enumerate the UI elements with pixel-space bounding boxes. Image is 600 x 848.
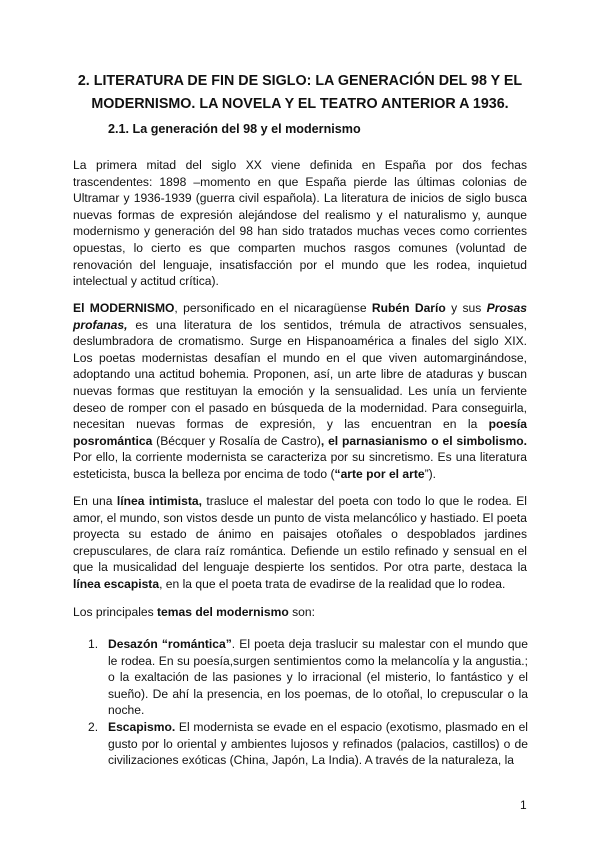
text-segment: y sus xyxy=(445,301,487,315)
term-parnasianismo: , el parnasianismo o el simbolismo. xyxy=(320,433,527,448)
paragraph-modernismo xyxy=(73,300,527,483)
text-segment: En una xyxy=(73,494,117,508)
text-segment: (Bécquer y Rosalía de Castro) xyxy=(152,433,321,448)
term-temas: temas del modernismo xyxy=(157,605,289,619)
list-item-heading: Desazón “romántica” xyxy=(108,637,232,651)
list-item xyxy=(88,719,528,769)
text-segment: , personificado en el nicaragüense xyxy=(174,301,372,315)
title-line-1: 2. LITERATURA DE FIN DE SIGLO: LA GENERACIÓN DEL 98 Y EL xyxy=(77,73,523,89)
list-item xyxy=(88,636,528,719)
text-segment: son: xyxy=(288,605,315,619)
section-subheading: 2.1. La generación del 98 y el modernismo xyxy=(108,122,361,136)
text-segment: Los principales xyxy=(73,605,158,619)
term-poesia-posromantica: poesía posromántica xyxy=(73,417,527,448)
list-number: 1. xyxy=(88,637,99,651)
term-modernismo: El MODERNISMO xyxy=(73,301,175,315)
list-item-heading: Escapismo. xyxy=(108,719,176,734)
paragraph-temas xyxy=(73,604,527,621)
work-title: Prosas profanas, xyxy=(73,301,527,332)
list-item-text: El modernista se evade en el espacio (exotismo, plasmado en el gusto por lo oriental y ambientes lujosos y refinados (palacios, castillos) o de civilizaciones exóticas (China, Japón, La India). A través de la naturaleza, la xyxy=(108,719,528,768)
page-title xyxy=(60,70,540,116)
author-ruben-dario: Rubén Darío xyxy=(371,301,446,315)
text-segment: Por ello, la corriente modernista se caracteriza por su sincretismo. Es una literatura esteticista, busca la belleza por encima de todo ( xyxy=(73,450,527,481)
term-arte-por-el-arte: “arte por el arte xyxy=(334,466,425,481)
text-segment: es una literatura de los sentidos, trémula de atractivos sensuales, deslumbradora de cromatismo. Surge en Hispanoamérica a finales del siglo XIX. Los poetas modernistas desafían el mundo en el que viven automarginándose, adoptando una actitud bohemia. Proponen, así, un arte libre de ataduras y buscan nuevas formas que restituyan la emoción y la sensualidad. Les unía un ferviente deseo de romper con el pasado en búsqueda de la modernidad. Para conseguirla, necesitan nuevas formas de expresión, y las encuentran en la xyxy=(73,317,527,432)
text-segment: ”). xyxy=(424,466,437,481)
page-number: 1 xyxy=(520,798,527,812)
text-segment: trasluce el malestar del poeta con todo lo que le rodea. El amor, el mundo, son vistos desde un punto de vista melancólico y hastiado. El poeta proyecta su estado de ánimo en paisajes otoñales o despoblados jardines crepusculares, de clara raíz romántica. Defiende un estilo refinado y sensual en el que la musicalidad del lenguaje despierte los sentidos. Por otra parte, destaca la xyxy=(73,494,527,575)
themes-list xyxy=(88,636,528,769)
term-linea-escapista: línea escapista xyxy=(73,576,160,591)
list-item-text: . El poeta deja traslucir su malestar con el mundo que le rodea. En su poesía,surgen sentimientos como la melancolía y la angustia.; o la exaltación de las pasiones y lo irracional (el misterio, lo fantástico y el sueño). De ahí la presencia, en los poemas, de lo otoñal, lo crepuscular o la noche. xyxy=(108,637,528,718)
title-line-2: MODERNISMO. LA NOVELA Y EL TEATRO ANTERIOR A 1936. xyxy=(91,96,509,112)
paragraph-lineas xyxy=(73,493,527,593)
text-segment: , en la que el poeta trata de evadirse de la realidad que lo rodea. xyxy=(159,576,506,591)
paragraph-intro: La primera mitad del siglo XX viene definida en España por dos fechas trascendentes: 1898 –momento en que España pierde las últimas colonias de Ultramar y 1936-1939 (guerra civil española). La literatura de inicios de siglo busca nuevas formas de expresión alejándose del realismo y el naturalismo y, aunque modernismo y generación del 98 han sido tratados muchas veces como corrientes opuestas, lo cierto es que comparten muchos rasgos comunes (voluntad de renovación del lenguaje, insatisfacción por el mundo que les rodea, inquietud intelectual y actitud crítica). xyxy=(73,158,527,289)
list-number: 2. xyxy=(88,719,99,734)
term-linea-intimista: línea intimista, xyxy=(116,494,202,508)
